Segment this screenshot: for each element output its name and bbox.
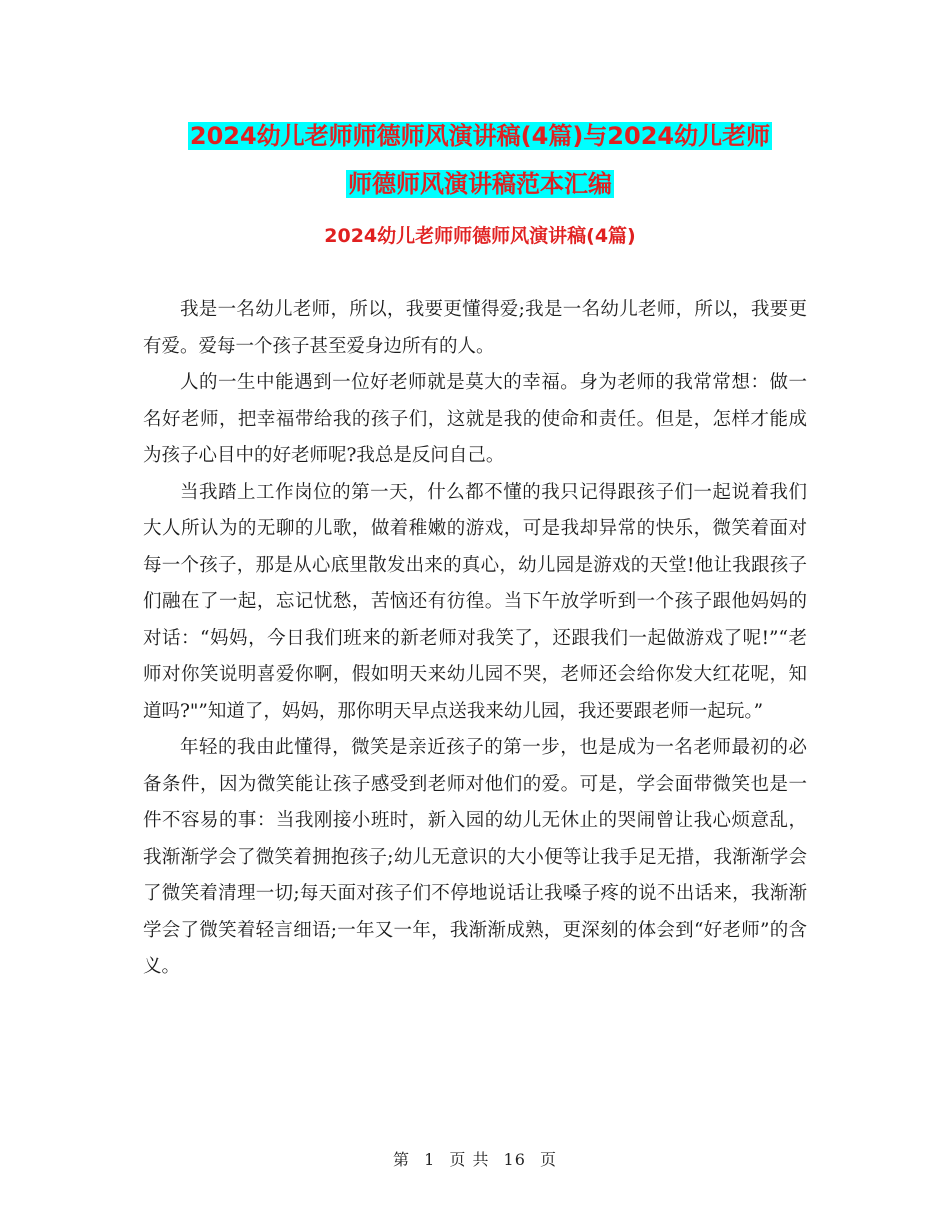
- page-total: 16: [503, 1150, 526, 1169]
- document-body: [143, 292, 807, 986]
- document-title-line-2: 师德师风演讲稿范本汇编: [348, 170, 612, 198]
- document-title: [140, 112, 820, 208]
- document-title-line-1: 2024幼儿老师师德师风演讲稿(4篇)与2024幼儿老师: [189, 122, 771, 150]
- paragraph: 人的一生中能遇到一位好老师就是莫大的幸福。身为老师的我常常想：做一名好老师，把幸福带给我的孩子们，这就是我的使命和责任。但是，怎样才能成为孩子心目中的好老师呢?我总是反问自己。: [143, 372, 807, 466]
- footer-suffix: 页: [540, 1150, 558, 1169]
- paragraph: 年轻的我由此懂得，微笑是亲近孩子的第一步，也是成为一名老师最初的必备条件，因为微笑能让孩子感受到老师对他们的爱。可是，学会面带微笑也是一件不容易的事：当我刚接小班时，新入园的幼儿无休止的哭闹曾让我心烦意乱，我渐渐学会了微笑着拥抱孩子;幼儿无意识的大小便等让我手足无措，我渐渐学会了微笑着清理一切;每天面对孩子们不停地说话让我嗓子疼的说不出话来，我渐渐学会了微笑着轻言细语;一年又一年，我渐渐成熟，更深刻的体会到“好老师”的含义。: [143, 737, 807, 977]
- page-number: 1: [424, 1150, 436, 1169]
- section-title: 2024幼儿老师师德师风演讲稿(4篇): [324, 225, 636, 247]
- footer-prefix: 第: [392, 1150, 410, 1169]
- paragraph: 我是一名幼儿老师，所以，我要更懂得爱;我是一名幼儿老师，所以，我要更有爱。爱每一个孩子甚至爱身边所有的人。: [143, 299, 807, 357]
- footer-middle: 页 共: [449, 1150, 490, 1169]
- paragraph: 当我踏上工作岗位的第一天，什么都不懂的我只记得跟孩子们一起说着我们大人所认为的无聊的儿歌，做着稚嫩的游戏，可是我却异常的快乐，微笑着面对每一个孩子，那是从心底里散发出来的真心，幼儿园是游戏的天堂!他让我跟孩子们融在了一起，忘记忧愁，苦恼还有彷徨。当下午放学听到一个孩子跟他妈妈的对话：“妈妈，今日我们班来的新老师对我笑了，还跟我们一起做游戏了呢!”“老师对你笑说明喜爱你啊，假如明天来幼儿园不哭，老师还会给你发大红花呢，知道吗?"”知道了，妈妈，那你明天早点送我来幼儿园，我还要跟老师一起玩。”: [143, 481, 807, 722]
- page-footer: [0, 1148, 950, 1172]
